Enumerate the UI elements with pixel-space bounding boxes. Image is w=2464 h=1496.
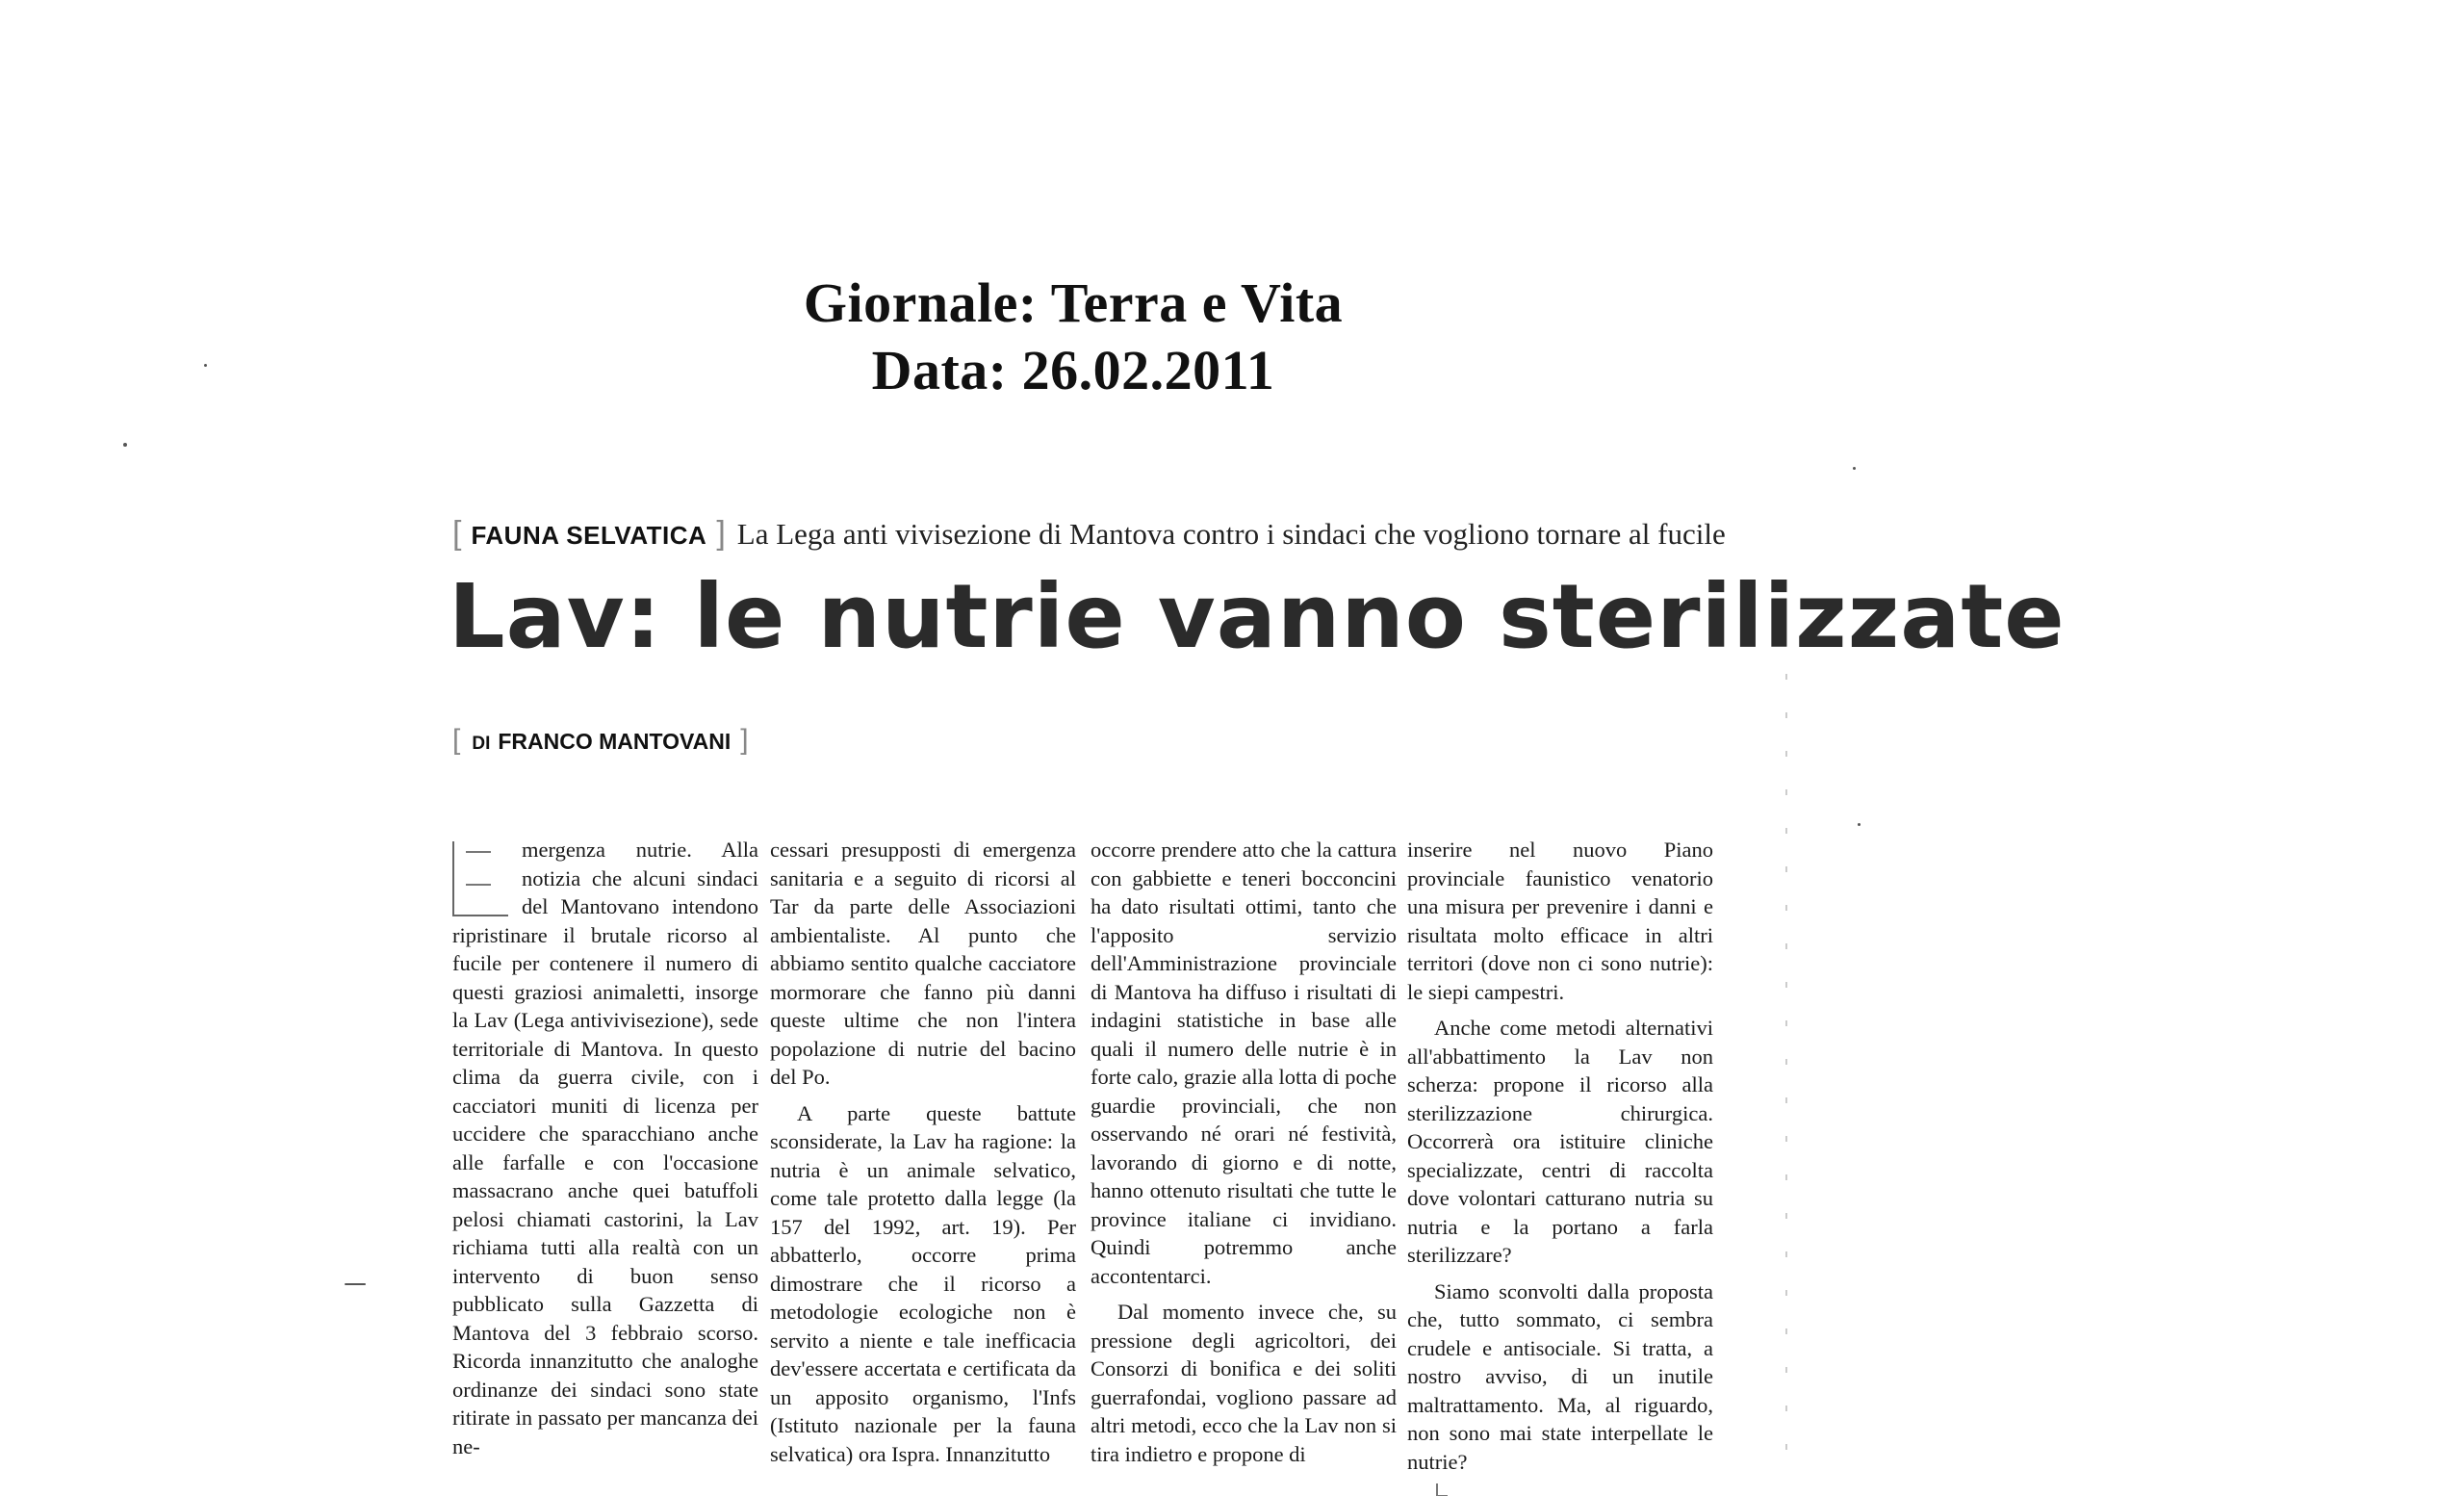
paragraph: cessari presupposti di emergenza sanitaria e a seguito di ricorsi al Tar da parte delle Associazioni ambientaliste. Al punto che abbiamo sentito qualche cacciatore mormorare che fanno più danni queste ultime che non l'intera popolazione di nutrie del bacino del Po. bbox=[770, 838, 1076, 1089]
newspaper-name: Giornale: Terra e Vita bbox=[803, 271, 1344, 334]
scan-speck bbox=[204, 364, 207, 367]
paragraph: inserire nel nuovo Piano provinciale faunistico venatorio una misura per prevenire i danni e risultata molto efficace in altri territori (dove non ci sono nutrie): le siepi campestri. bbox=[1407, 838, 1713, 1004]
drop-cap bbox=[452, 841, 508, 916]
paragraph: mergenza nutrie. Alla notizia che alcuni sindaci del Mantovano intendono ripristinare il brutale ricorso al fucile per contenere il numero di questi graziosi animaletti, insorge la Lav (Lega antivivisezione), sede territoriale di Mantova. In questo clima da guerra civile, con i cacciatori muniti di licenza per uccidere che sparacchiano anche alle farfalle e con l'occasione massacrano anche quei batuffoli pelosi chiamati castorini, la Lav richiama tutti alla realtà con un intervento di buon senso pubblicato sulla Gazzetta di Mantova del 3 febbraio scorso. Ricorda innanzitutto che analoghe ordinanze dei sindaci sono state ritirate in passato per mancanza dei ne- bbox=[452, 838, 758, 1458]
bracket-open-icon: [ bbox=[452, 724, 461, 756]
paragraph: Dal momento invece che, su pressione degli agricoltori, dei Consorzi di bonifica e dei soliti guerrafondai, vogliono passare ad altri metodi, ecco che la Lav non si tira indietro e propone di bbox=[1091, 1300, 1397, 1466]
paragraph: Siamo sconvolti dalla proposta che, tutto sommato, ci sembra crudele e antisociale. Si tratta, a nostro avviso, di un inutile maltrattamento. Ma, al riguardo, non sono mai state interpellate le nutrie? bbox=[1407, 1278, 1713, 1474]
scan-edge-line bbox=[1785, 674, 1787, 1463]
scan-speck bbox=[123, 443, 127, 447]
bracket-close-icon: ] bbox=[740, 724, 749, 756]
article-column-4 bbox=[1407, 836, 1713, 1496]
paragraph: occorre prendere atto che la cattura con gabbiette e teneri bocconcini ha dato risultati ottimi, tanto che l'apposito servizio dell'Amministrazione provinciale di Mantova ha diffuso i risultati di indagini statistiche in base alle quali il numero delle nutrie è in forte calo, grazie alla lotta di poche guardie provinciali, che non osservando né orari né festività, lavorando di giorno e di notte, hanno ottenuto risultati che tutte le province italiane ci invidiano. Quindi potremmo anche accontentarci. bbox=[1091, 838, 1397, 1288]
article-column-3 bbox=[1091, 836, 1397, 1496]
byline bbox=[452, 724, 749, 757]
publication-date: Data: 26.02.2011 bbox=[871, 339, 1275, 401]
paragraph: Anche come metodi alternativi all'abbattimento la Lav non scherza: propone il ricorso alla sterilizzazione chirurgica. Occorrerà ora istituire cliniche specializzate, centri di raccolta dove volontari catturano nutria su nutria e la portano a farla sterilizzare? bbox=[1407, 1016, 1713, 1267]
byline-prefix: DI bbox=[472, 734, 491, 754]
article-subtitle: La Lega anti vivisezione di Mantova contro i sindaci che vogliono tornare al fucile bbox=[736, 517, 1726, 551]
article-kicker bbox=[452, 515, 1726, 553]
article-headline: Lav: le nutrie vanno sterilizzate bbox=[449, 565, 2066, 668]
article-column-2 bbox=[770, 836, 1076, 1496]
scan-speck bbox=[1858, 823, 1861, 826]
bracket-close-icon: ] bbox=[716, 515, 726, 552]
end-mark-icon bbox=[1436, 1483, 1448, 1496]
scan-speck bbox=[345, 1283, 366, 1285]
section-label: FAUNA SELVATICA bbox=[471, 521, 707, 550]
document-header bbox=[0, 270, 2146, 404]
article-column-1 bbox=[452, 836, 758, 1496]
scan-speck bbox=[1853, 467, 1856, 470]
author-name: FRANCO MANTOVANI bbox=[498, 729, 732, 754]
paragraph: A parte queste battute sconsiderate, la Lav ha ragione: la nutria è un animale selvatico, come tale protetto dalla legge (la 157 del 1992, art. 19). Per abbatterlo, occorre prima dimostrare che il ricorso a metodologie ecologiche non è servito a niente e tale inefficacia dev'essere accertata e certificata da un apposito organismo, l'Infs (Istituto nazionale per la fauna selvatica) ora Ispra. Innanzitutto bbox=[770, 1100, 1076, 1466]
bracket-open-icon: [ bbox=[452, 515, 462, 552]
